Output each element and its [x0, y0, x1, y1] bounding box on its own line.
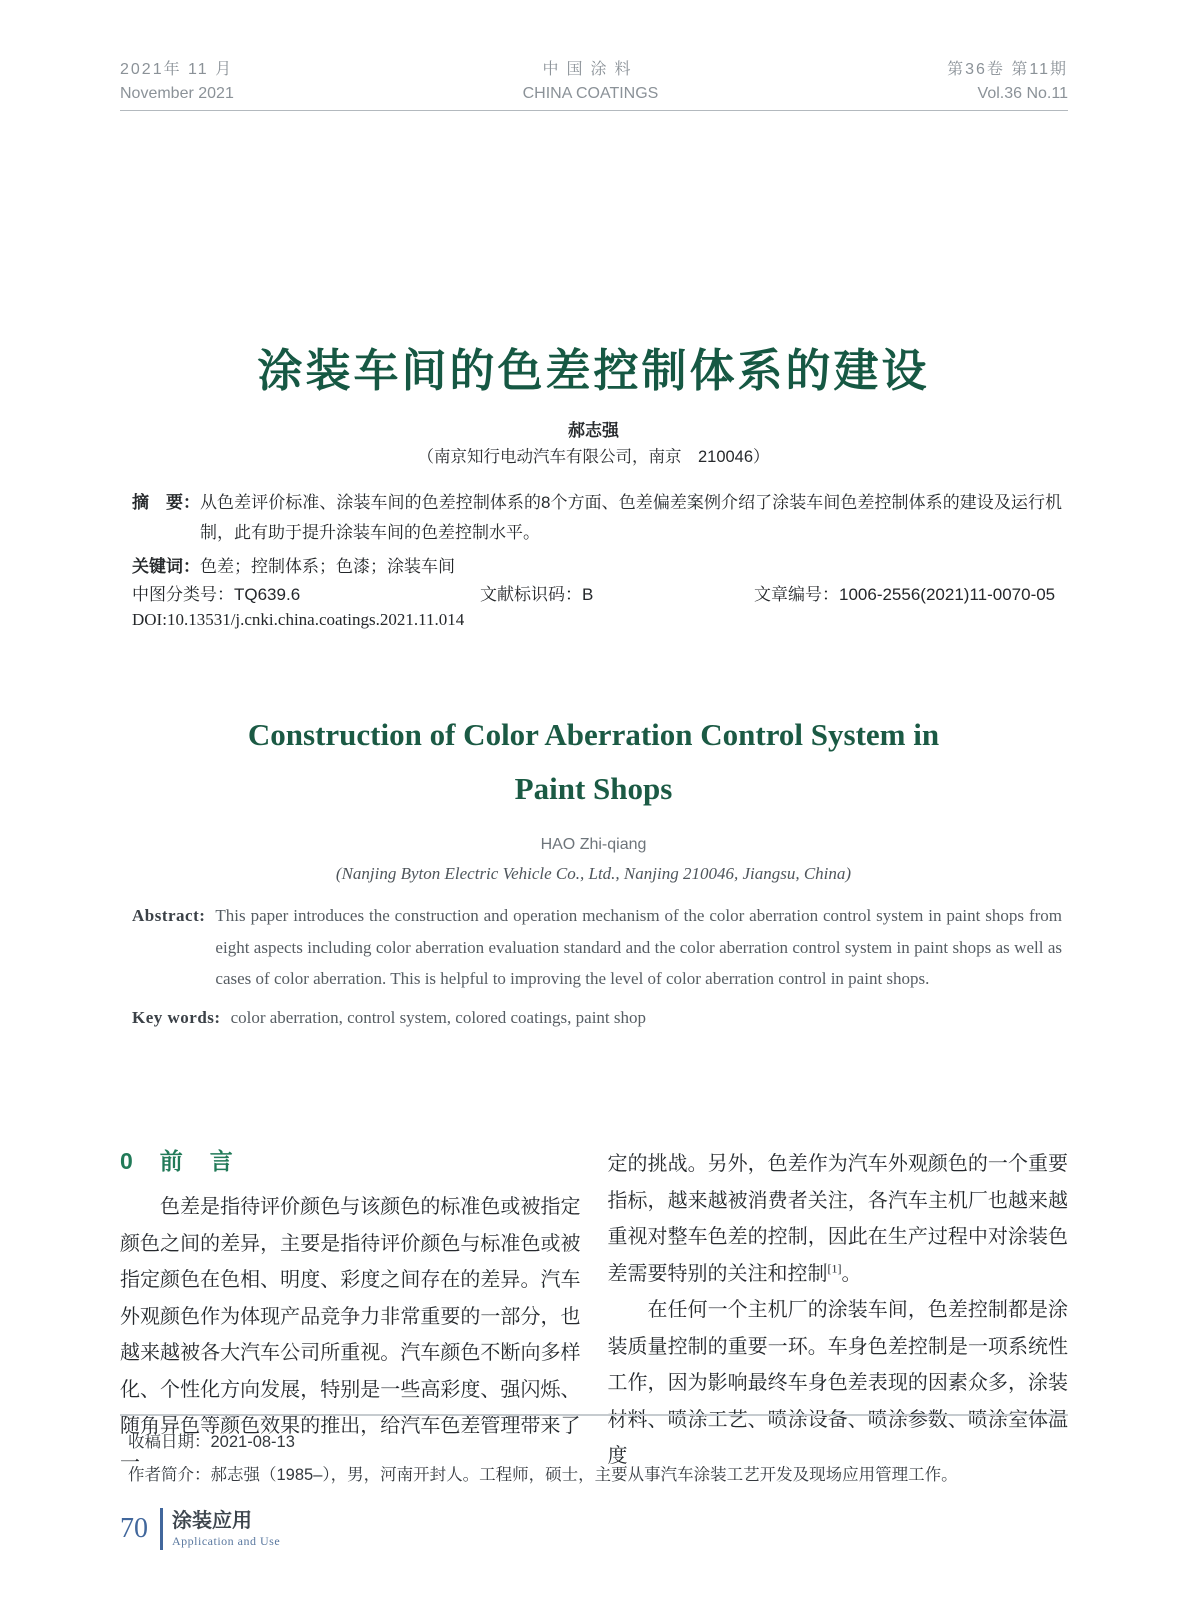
document-code: 文献标识码：B: [480, 585, 594, 604]
abstract-label-en: Abstract:: [132, 906, 206, 925]
body-column-right: [608, 1146, 1069, 1481]
body-paragraph-left: 色差是指待评价颜色与该颜色的标准色或被指定颜色之间的差异，主要是指待评价颜色与标准色或被指定颜色在色相、明度、彩度之间存在的差异。汽车外观颜色作为体现产品竞争力非常重要的一部分，也越来越被各大汽车公司所重视。汽车颜色不断向多样化、个性化方向发展，特别是一些高彩度、强闪烁、随角异色等颜色效果的推出，给汽车色差管理带来了一: [120, 1196, 581, 1474]
article-title-en-line2: Paint Shops: [514, 771, 673, 806]
classification-row: [132, 580, 1062, 604]
clc-number: 中图分类号：TQ639.6: [132, 585, 301, 604]
keywords-label-en: Key words:: [132, 1007, 221, 1027]
article-title-cn: 涂装车间的色差控制体系的建设: [257, 345, 930, 396]
abstract-text-cn: 从色差评价标准、涂装车间的色差控制体系的8个方面、色差偏差案例介绍了涂装车间色差控制体系的建设及运行机制，此有助于提升涂装车间的色差控制水平。: [200, 493, 1062, 542]
received-date: 收稿日期：2021-08-13: [128, 1433, 295, 1451]
footer-column-name: [172, 1509, 280, 1549]
abstract-block-cn: [132, 488, 1062, 582]
body-paragraph-right-2: 在任何一个主机厂的涂装车间，色差控制都是涂装质量控制的重要一环。车身色差控制是一项系统性工作，因为影响最终车身色差表现的因素众多，涂装材料、喷涂工艺、喷涂设备、喷涂参数、喷涂室体温度: [607, 1299, 1068, 1467]
article-id: 文章编号：1006-2556(2021)11-0070-05: [754, 585, 1056, 604]
issue-date-en: November 2021: [120, 85, 234, 102]
doi: DOI:10.13531/j.cnki.china.coatings.2021.11.014: [132, 610, 465, 629]
header-journal-name: [523, 58, 659, 106]
issue-date-cn: 2021年 11 月: [120, 61, 234, 78]
keywords-text-cn: 色差；控制体系；色漆；涂装车间: [200, 557, 455, 576]
footer-column-en: Application and Use: [172, 1534, 281, 1548]
body-paragraph-right-1: [608, 1146, 1069, 1292]
abstract-en: [132, 900, 1062, 995]
journal-name-en: CHINA COATINGS: [522, 85, 659, 102]
volume-issue-cn: 第36卷 第11期: [947, 61, 1068, 78]
footer-column-cn: 涂装应用: [172, 1510, 252, 1532]
header-divider: [120, 110, 1068, 111]
section-heading-introduction: 0 前 言: [120, 1148, 235, 1174]
abstract-cn: [132, 488, 1062, 548]
journal-header: [120, 58, 1068, 106]
abstract-label-cn: 摘 要：: [132, 493, 200, 512]
article-title-en: [0, 708, 1187, 816]
keywords-cn: [132, 552, 1062, 582]
paragraph-text: 定的挑战。另外，色差作为汽车外观颜色的一个重要指标，越来越被消费者关注，各汽车主机厂也越来越重视对整车色差的控制，因此在生产过程中对涂装色差需要特别的关注和控制: [607, 1153, 1068, 1285]
header-issue-date: [120, 58, 234, 106]
page-number: 70: [120, 1513, 148, 1544]
volume-issue-en: Vol.36 No.11: [977, 85, 1068, 102]
header-volume-issue: [947, 58, 1068, 106]
author-cn: 郝志强: [568, 421, 619, 440]
affiliation-cn: （南京知行电动汽车有限公司，南京 210046）: [417, 448, 770, 466]
journal-name-cn: 中国涂料: [542, 61, 639, 78]
page-footer: [120, 1508, 280, 1550]
keywords-en: [132, 1002, 1062, 1034]
footnote-divider: [120, 1414, 1068, 1416]
keywords-text-en: color aberration, control system, colored coatings, paint shop: [230, 1007, 647, 1027]
author-en: HAO Zhi-qiang: [540, 836, 647, 853]
keywords-label-cn: 关键词：: [132, 557, 200, 576]
author-bio: 作者简介：郝志强（1985–），男，河南开封人。工程师，硕士，主要从事汽车涂装工艺开发及现场应用管理工作。: [128, 1466, 958, 1484]
abstract-text-en: This paper introduces the construction and operation mechanism of the color aberration control system in paint shops from eight aspects including color aberration evaluation standard and the color aberration control system in paint shops as well as cases of color aberration. This is helpful to improving the level of color aberration control in paint shops.: [215, 906, 1062, 988]
footer-divider-bar: [160, 1508, 163, 1550]
paragraph-text: 。: [841, 1262, 862, 1285]
abstract-block-en: [132, 900, 1062, 1033]
article-title-en-line1: Construction of Color Aberration Control System in: [247, 717, 940, 752]
affiliation-en: (Nanjing Byton Electric Vehicle Co., Ltd., Nanjing 210046, Jiangsu, China): [335, 864, 852, 883]
citation-marker: [1]: [827, 1260, 842, 1275]
